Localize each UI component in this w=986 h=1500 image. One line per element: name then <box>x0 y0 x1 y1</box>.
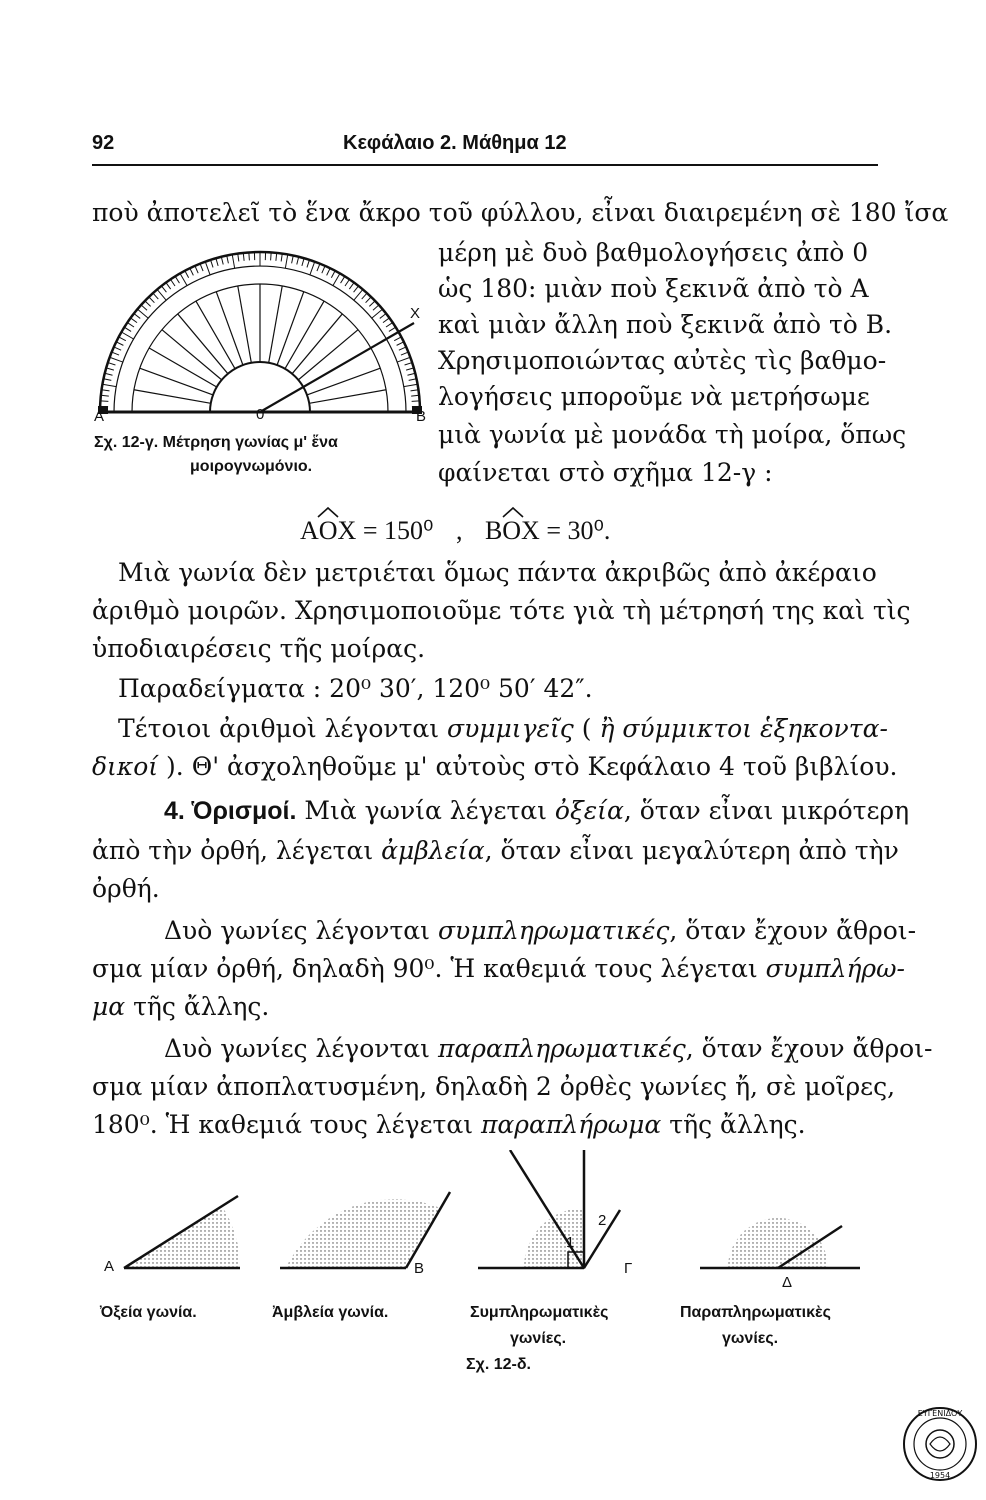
foundation-stamp-logo <box>900 1404 980 1484</box>
intro-right-line: Χρησιμοποιώντας αὐτὲς τὶς βαθμο- <box>438 346 887 375</box>
protractor-label-x: X <box>410 305 421 322</box>
paragraph-line: σμα μίαν ὀρθή, δηλαδὴ 90⁰. Ἡ καθεμιά τους λέγεται συμπλήρω- <box>92 954 905 983</box>
angle-aox: AOX <box>300 516 357 545</box>
intro-right-line: μέρη μὲ δυὸ βαθμολογήσεις ἀπὸ 0 <box>438 238 869 267</box>
equation-separator: , <box>455 516 463 545</box>
obtuse-angle-diagram <box>280 1192 450 1268</box>
protractor-label-b: B <box>416 408 427 425</box>
caption-supplementary: Παραπληρωματικὲς <box>680 1304 831 1321</box>
complementary-angles-diagram <box>478 1150 620 1268</box>
angle-box: BOX <box>484 516 540 545</box>
angle-box-value: = 30⁰. <box>546 516 611 545</box>
angle-types-figure <box>100 1150 880 1280</box>
section-heading-line: 4. Ὁρισμοί. Μιὰ γωνία λέγεται ὀξεία, ὅταν εἶναι μικρότερη <box>164 796 910 825</box>
intro-right-line: καὶ μιὰν ἄλλη ποὺ ξεκινᾶ ἀπὸ τὸ Β. <box>438 310 893 339</box>
paragraph-line: ἀριθμὸ μοιρῶν. Χρησιμοποιοῦμε τότε γιὰ τὴ μέτρησή της καὶ τὶς <box>92 596 911 625</box>
paragraph-line: Δυὸ γωνίες λέγονται συμπληρωματικές, ὅταν ἔχουν ἄθροι- <box>164 916 917 945</box>
svg-text:ΕΥΓΕΝΙΔΟΥ: ΕΥΓΕΝΙΔΟΥ <box>917 1409 963 1418</box>
figure-number: Σχ. 12-δ. <box>466 1356 531 1373</box>
paragraph-line: ὑποδιαιρέσεις τῆς μοίρας. <box>92 634 426 663</box>
intro-right-line: ὡς 180: μιὰν ποὺ ξεκινᾶ ἀπὸ τὸ Α <box>438 274 869 303</box>
paragraph-line: 180⁰. Ἡ καθεμιά τους λέγεται παραπλήρωμα τῆς ἄλλης. <box>92 1110 806 1139</box>
caption-complementary-cont: γωνίες. <box>510 1330 567 1347</box>
label-1: 1 <box>566 1234 575 1251</box>
paragraph-line: Τέτοιοι ἀριθμοὶ λέγονται συμμιγεῖς ( ἢ σύμμικτοι ἑξηκοντα- <box>118 714 888 743</box>
label-g: Γ <box>624 1260 633 1277</box>
running-header: Κεφάλαιο 2. Μάθημα 12 <box>343 132 567 154</box>
intro-right-line: λογήσεις μποροῦμε νὰ μετρήσωμε <box>438 382 870 411</box>
intro-right-line: φαίνεται στὸ σχῆμα 12-γ : <box>438 458 773 487</box>
section-number: 4. <box>164 797 192 825</box>
angle-hat-icon <box>501 506 525 518</box>
angle-hat-icon <box>316 506 340 518</box>
protractor-figure <box>92 228 432 424</box>
protractor-label-o: 0 <box>256 406 265 423</box>
paragraph-line: ὀρθή. <box>92 874 160 903</box>
protractor-label-a: Α <box>94 408 105 425</box>
paragraph-line: δικοί ). Θ' ἀσχοληθοῦμε μ' αὐτοὺς στὸ Κεφάλαιο 4 τοῦ βιβλίου. <box>92 752 898 781</box>
caption-supplementary-cont: γωνίες. <box>722 1330 779 1347</box>
label-2: 2 <box>598 1212 607 1229</box>
intro-line-1: ποὺ ἀποτελεῖ τὸ ἕνα ἄκρο τοῦ φύλλου, εἶναι διαιρεμένη σὲ 180 ἴσα <box>92 198 949 227</box>
header-rule <box>92 164 878 166</box>
caption-obtuse: Ἀμβλεία γωνία. <box>272 1304 389 1321</box>
supplementary-angles-diagram <box>700 1218 860 1268</box>
section-title: Ὁρισμοί. <box>191 797 297 825</box>
figure-caption-cont: μοιρογνωμόνιο. <box>190 458 313 475</box>
paragraph-line: Μιὰ γωνία δὲν μετριέται ὅμως πάντα ἀκριβῶς ἀπὸ ἀκέραιο <box>118 558 877 587</box>
equation-line <box>300 516 610 546</box>
acute-angle-diagram <box>124 1196 240 1268</box>
paragraph-line: σμα μίαν ἀποπλατυσμένη, δηλαδὴ 2 ὀρθὲς γωνίες ἤ, σὲ μοῖρες, <box>92 1072 896 1101</box>
svg-text:1954: 1954 <box>929 1471 951 1480</box>
label-b: Β <box>414 1260 425 1277</box>
page-number: 92 <box>92 132 115 154</box>
paragraph-line: ἀπὸ τὴν ὀρθή, λέγεται ἀμβλεία, ὅταν εἶναι μεγαλύτερη ἀπὸ τὴν <box>92 836 899 865</box>
examples-line: Παραδείγματα : 20⁰ 30′, 120⁰ 50′ 42″. <box>118 674 593 703</box>
paragraph-line: Δυὸ γωνίες λέγονται παραπληρωματικές, ὅταν ἔχουν ἄθροι- <box>164 1034 933 1063</box>
caption-complementary: Συμπληρωματικὲς <box>470 1304 609 1321</box>
paragraph-line: μα τῆς ἄλλης. <box>92 992 270 1021</box>
angle-aox-value: = 150⁰ <box>362 516 434 545</box>
caption-acute: Ὀξεία γωνία. <box>100 1304 197 1321</box>
figure-caption: Σχ. 12-γ. Μέτρηση γωνίας μ' ἕνα <box>94 434 338 451</box>
label-a: Α <box>104 1258 115 1275</box>
label-d: Δ <box>782 1274 793 1291</box>
intro-right-line: μιὰ γωνία μὲ μονάδα τὴ μοίρα, ὅπως <box>438 420 907 449</box>
